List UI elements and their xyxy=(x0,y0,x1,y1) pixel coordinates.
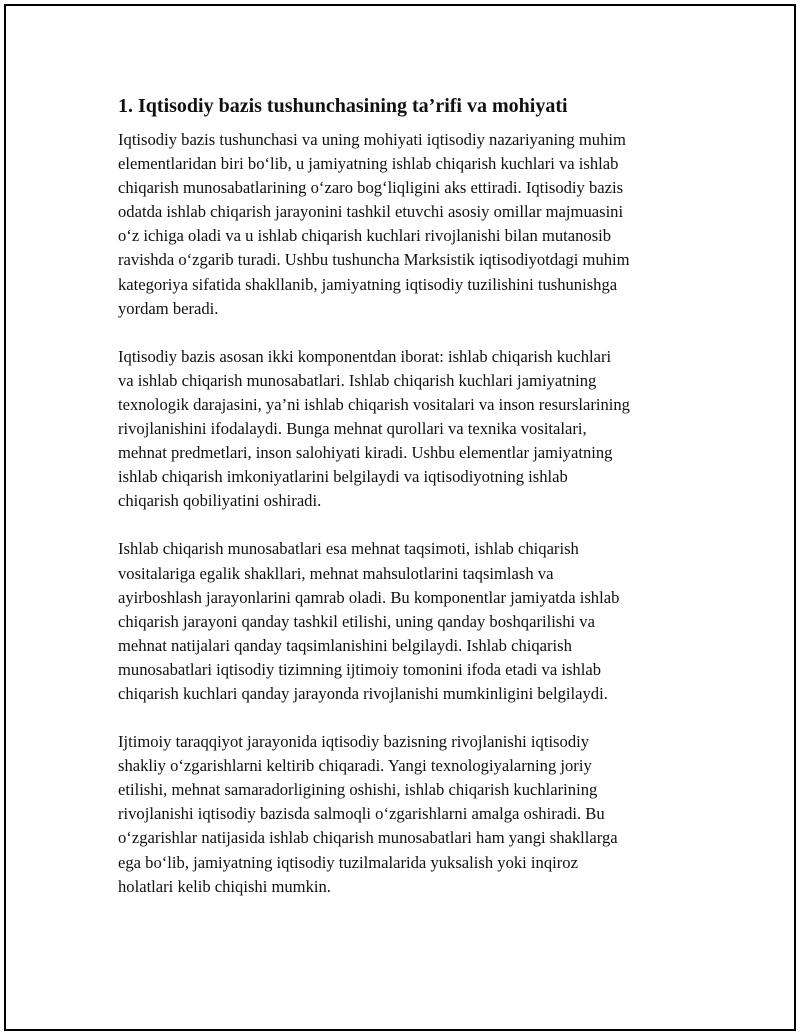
text-line: shakliy o‘zgarishlarni keltirib chiqaradi. Yangi texnologiyalarning joriy xyxy=(118,756,592,776)
text-line: vositalariga egalik shakllari, mehnat mahsulotlarini taqsimlash va xyxy=(118,563,554,583)
paragraph-1 xyxy=(118,128,688,321)
text-line: holatlari kelib chiqishi mumkin. xyxy=(118,876,331,896)
text-line: mehnat natijalari qanday taqsimlanishini belgilaydi. Ishlab chiqarish xyxy=(118,635,572,655)
text-line: mehnat predmetlari, inson salohiyati kiradi. Ushbu elementlar jamiyatning xyxy=(118,443,613,463)
text-line: Iqtisodiy bazis asosan ikki komponentdan iborat: ishlab chiqarish kuchlari xyxy=(118,346,612,366)
text-line: chiqarish kuchlari qanday jarayonda rivojlanishi mumkinligini belgilaydi. xyxy=(118,683,608,703)
text-line: Ishlab chiqarish munosabatlari esa mehnat taqsimoti, ishlab chiqarish xyxy=(118,539,579,559)
text-line: kategoriya sifatida shakllanib, jamiyatning iqtisodiy tuzilishini tushunishga xyxy=(118,274,618,294)
document-body xyxy=(118,92,688,923)
text-line: rivojlanishi iqtisodiy bazisda salmoqli o‘zgarishlarni amalga oshiradi. Bu xyxy=(118,804,605,824)
text-line: Iqtisodiy bazis tushunchasi va uning mohiyati iqtisodiy nazariyaning muhim xyxy=(118,130,626,149)
section-heading: 1. Iqtisodiy bazis tushunchasining ta’rifi va mohiyati xyxy=(118,95,568,117)
text-line: odatda ishlab chiqarish jarayonini tashkil etuvchi asosiy omillar majmuasini xyxy=(118,202,624,222)
text-line: rivojlanishini ifodalaydi. Bunga mehnat qurollari va texnika vositalari, xyxy=(118,419,587,439)
text-line: ayirboshlash jarayonlarini qamrab oladi. Bu komponentlar jamiyatda ishlab xyxy=(118,587,620,607)
paragraph-2 xyxy=(118,345,688,514)
text-line: chiqarish qobiliyatini oshiradi. xyxy=(118,491,322,511)
text-line: texnologik darajasini, ya’ni ishlab chiqarish vositalari va inson resurslarining xyxy=(118,394,630,414)
text-line: Ijtimoiy taraqqiyot jarayonida iqtisodiy bazisning rivojlanishi iqtisodiy xyxy=(118,732,590,752)
text-line: chiqarish jarayoni qanday tashkil etilishi, uning qanday boshqarilishi va xyxy=(118,611,595,631)
text-line: yordam beradi. xyxy=(118,298,219,318)
paragraph-4 xyxy=(118,730,688,899)
paragraph-3 xyxy=(118,537,688,706)
text-line: munosabatlari iqtisodiy tizimning ijtimoiy tomonini ifoda etadi va ishlab xyxy=(118,659,602,679)
text-line: o‘z ichiga oladi va u ishlab chiqarish kuchlari rivojlanishi bilan mutanosib xyxy=(118,226,612,246)
text-line: etilishi, mehnat samaradorligining oshishi, ishlab chiqarish kuchlarining xyxy=(118,780,598,800)
text-line: chiqarish munosabatlarining o‘zaro bog‘liqligini aks ettiradi. Iqtisodiy bazis xyxy=(118,178,624,198)
text-line: o‘zgarishlar natijasida ishlab chiqarish munosabatlari ham yangi shakllarga xyxy=(118,828,618,848)
text-line: ega bo‘lib, jamiyatning iqtisodiy tuzilmalarida yuksalish yoki inqiroz xyxy=(118,852,578,872)
text-line: va ishlab chiqarish munosabatlari. Ishlab chiqarish kuchlari jamiyatning xyxy=(118,370,597,390)
text-line: ishlab chiqarish imkoniyatlarini belgilaydi va iqtisodiyotning ishlab xyxy=(118,467,568,487)
text-line: elementlaridan biri bo‘lib, u jamiyatning ishlab chiqarish kuchlari va ishlab xyxy=(118,154,619,174)
text-line: ravishda o‘zgarib turadi. Ushbu tushuncha Marksistik iqtisodiyotdagi muhim xyxy=(118,250,630,270)
